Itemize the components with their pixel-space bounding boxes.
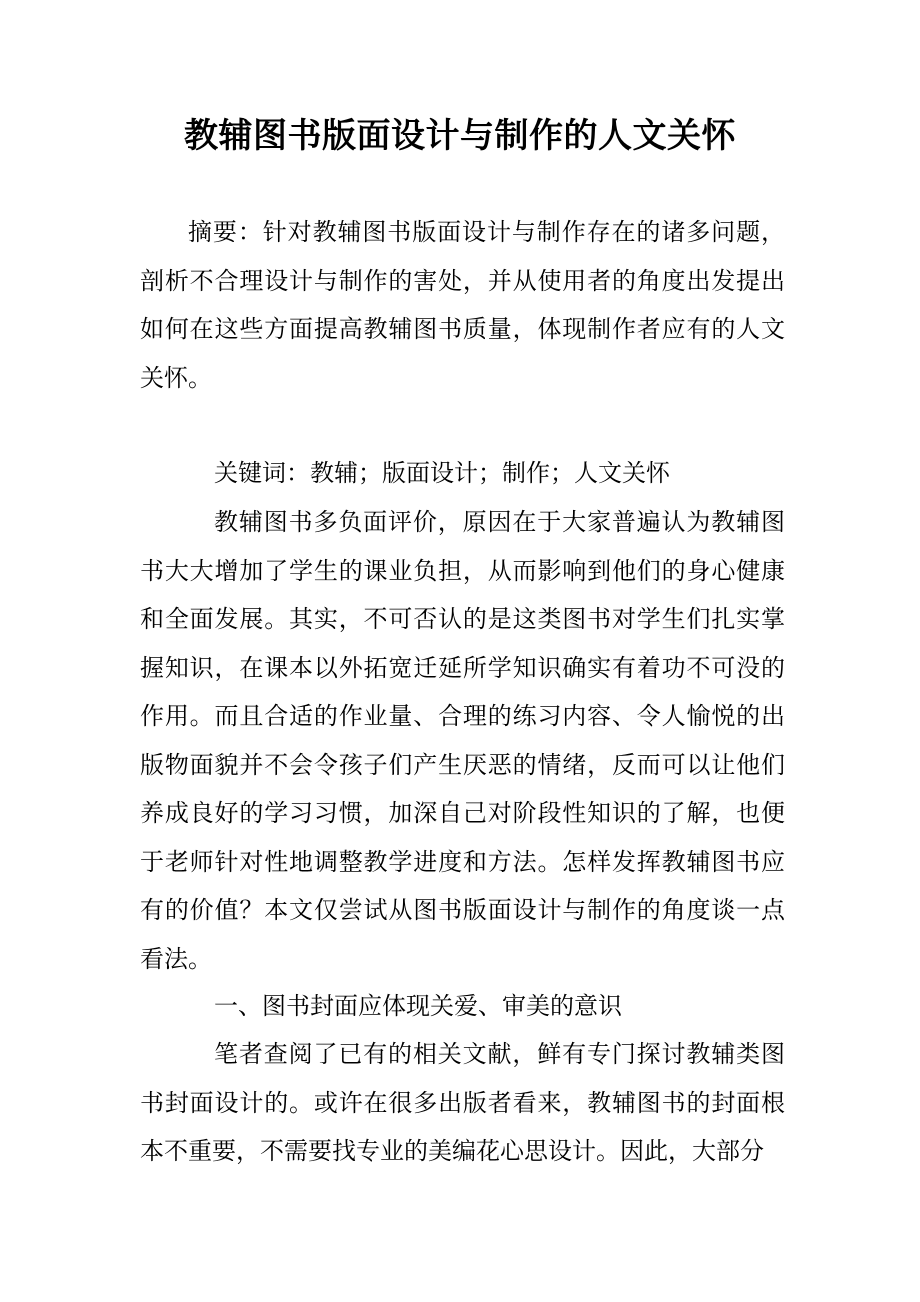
keywords-line: 关键词：教辅；版面设计；制作；人文关怀 [214,459,670,487]
section-heading: 一、图书封面应体现关爱、审美的意识 [214,992,622,1020]
intro-paragraph: 教辅图书多负面评价，原因在于大家普遍认为教辅图书大大增加了学生的课业负担，从而影响到他们的身心健康和全面发展。其实，不可否认的是这类图书对学生们扎实掌握知识，在课本以外拓宽迁延所学知识确实有着功不可没的作用。而且合适的作业量、合理的练习内容、令人愉悦的出版物面貌并不会令孩子们产生厌恶的情绪，反而可以让他们养成良好的学习习惯，加深自己对阶段性知识的了解，也便于老师针对性地调整教学进度和方法。怎样发挥教辅图书应有的价值？本文仅尝试从图书版面设计与制作的角度谈一点看法。 [140,508,785,973]
document-title: 教辅图书版面设计与制作的人文关怀 [184,116,736,156]
abstract-paragraph: 摘要：针对教辅图书版面设计与制作存在的诸多问题，剖析不合理设计与制作的害处，并从使用者的角度出发提出如何在这些方面提高教辅图书质量，体现制作者应有的人文关怀。 [140,218,785,392]
section-paragraph: 笔者查阅了已有的相关文献，鲜有专门探讨教辅类图书封面设计的。或许在很多出版者看来，教辅图书的封面根本不重要，不需要找专业的美编花心思设计。因此，大部分 [140,1040,785,1165]
